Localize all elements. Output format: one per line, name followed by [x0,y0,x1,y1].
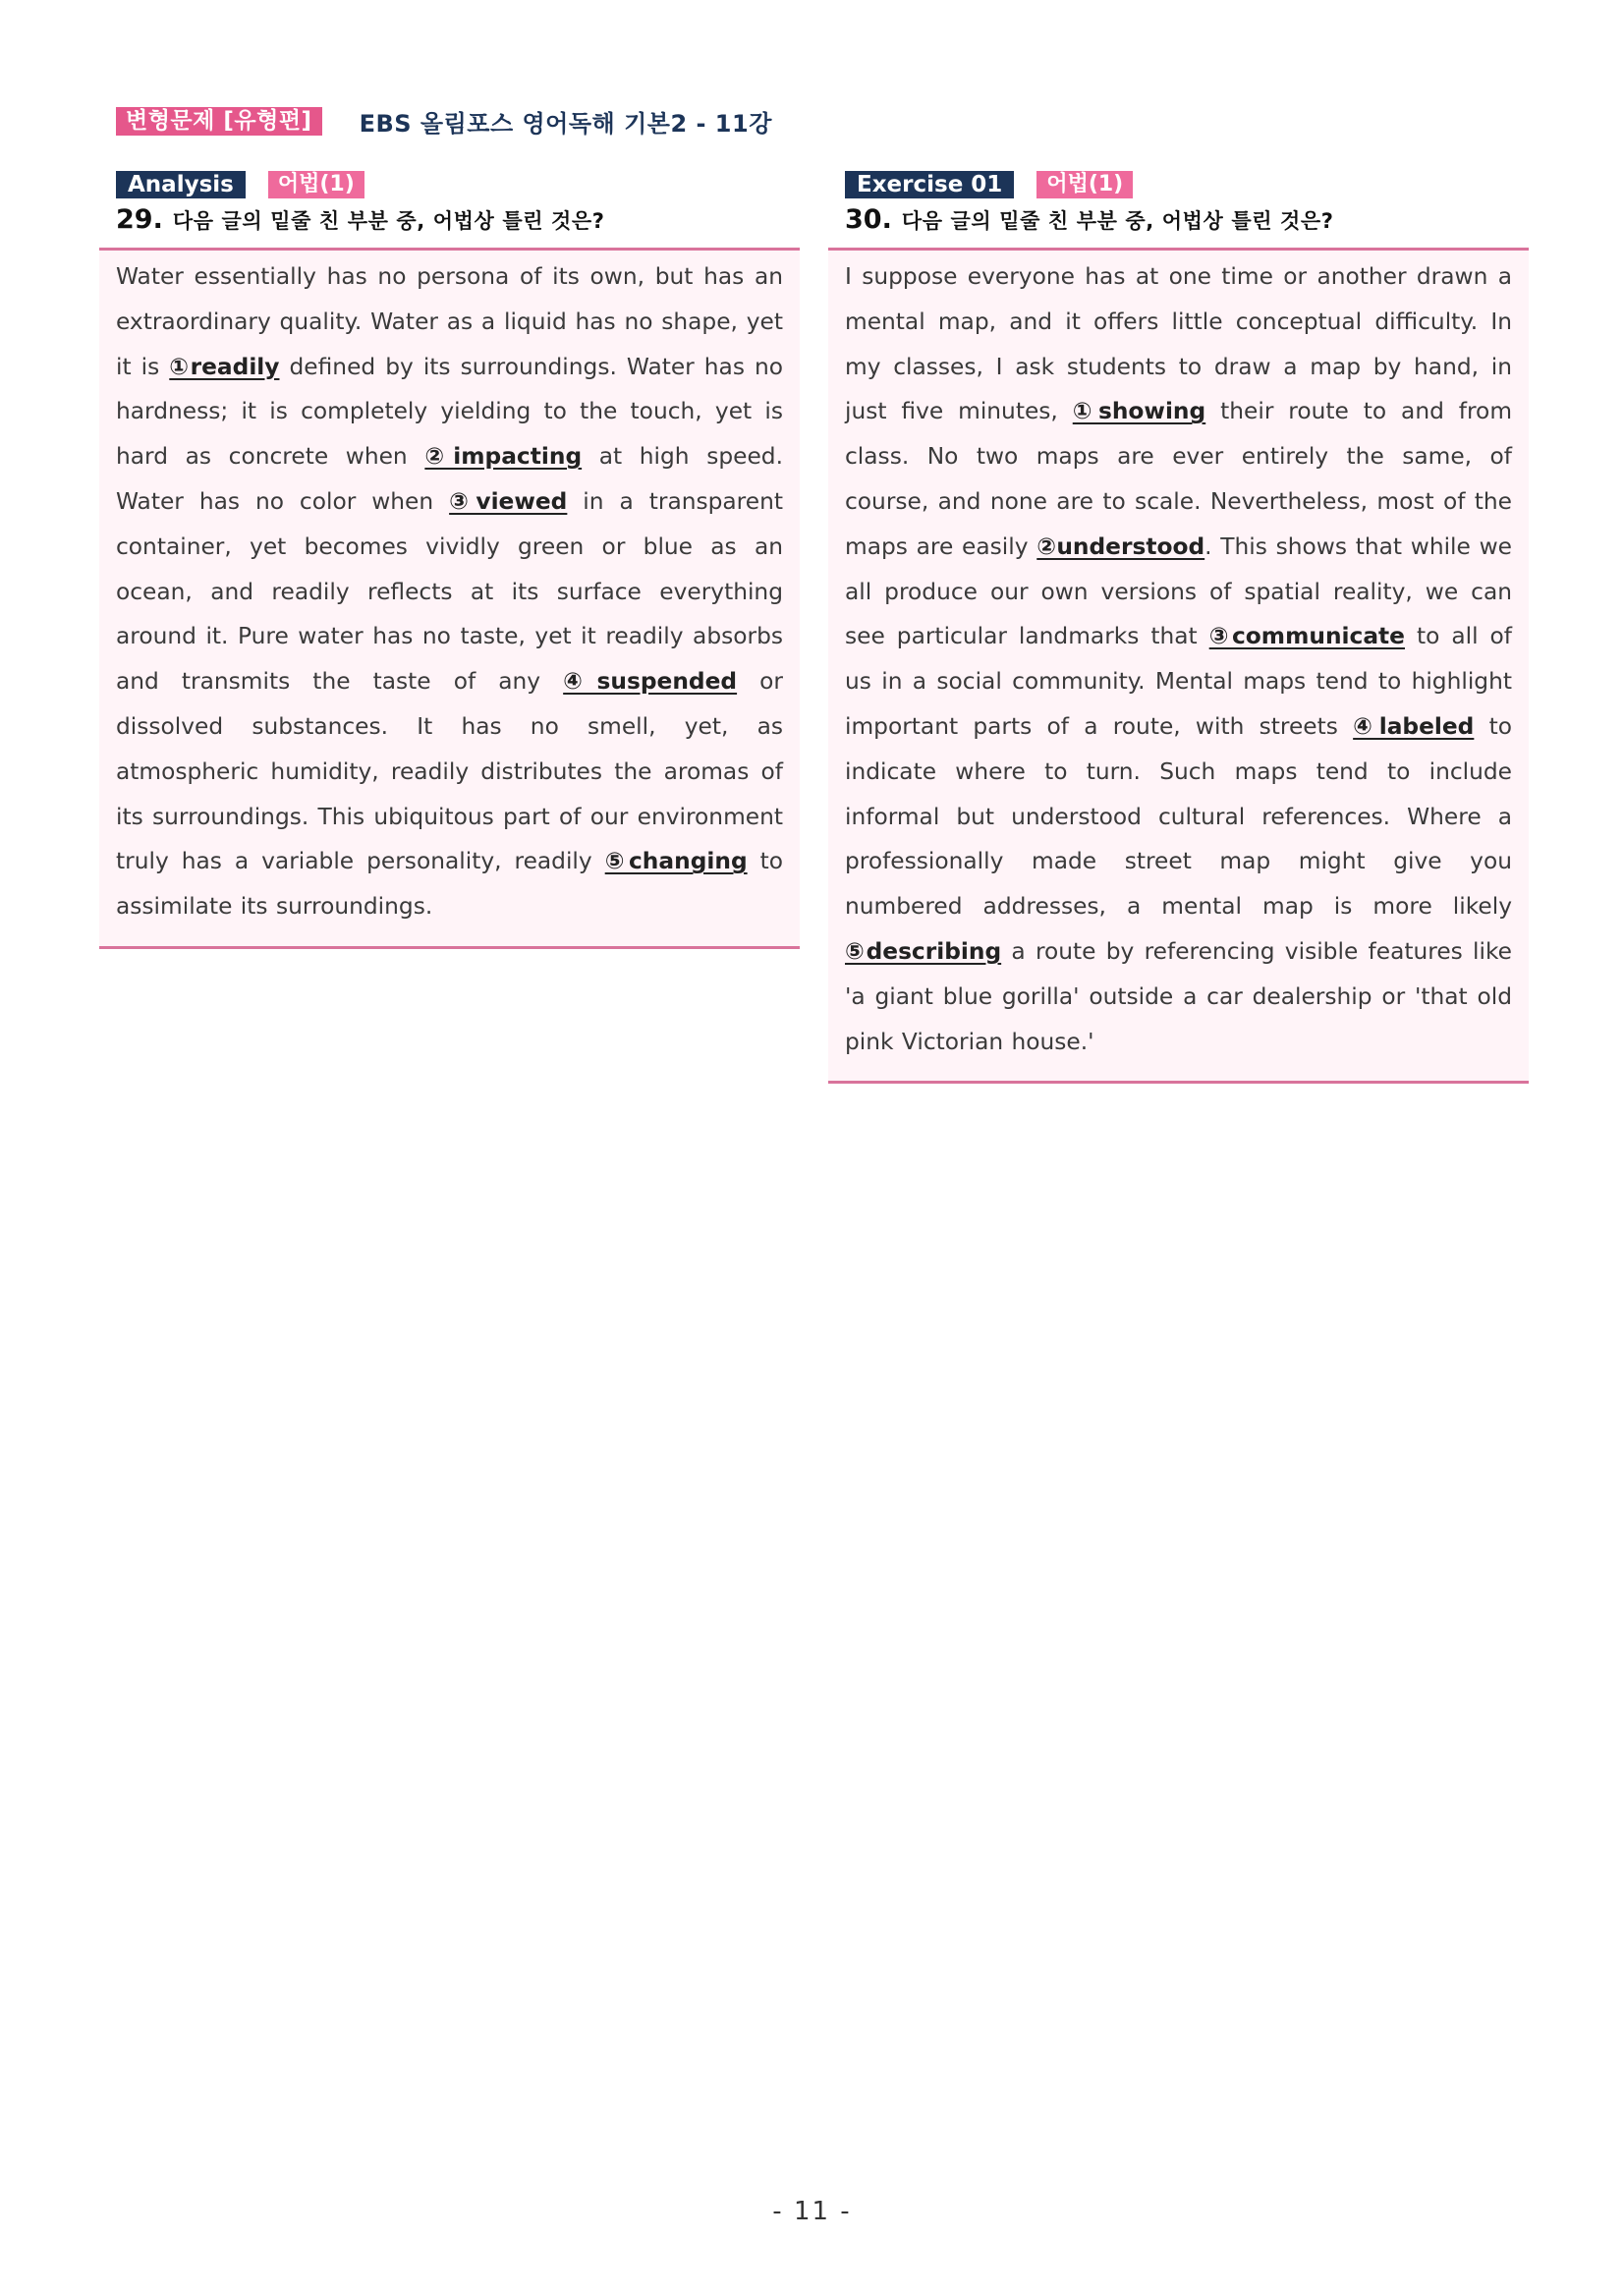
passage-box [828,248,1529,1084]
passage-segment: in a transparent container, yet becomes vividly green or blue as an ocean, and readily reflects at its surface everything around it. Pure water has no taste, yet it readily absorbs and transmits the taste of any [116,487,783,696]
section-tag-exercise: Exercise 01 [845,171,1014,198]
question-heading [828,204,1529,240]
passage-segment: a route by referencing visible features like 'a giant blue gorilla' outside a car dealership or 'that old pink Victorian house.' [845,937,1512,1055]
underlined-choice-4: ④labeled [1353,712,1475,740]
underlined-choice-5: ⑤changing [604,848,748,875]
page-header [116,102,772,140]
question-heading [99,204,800,240]
underlined-choice-1: ①showing [1072,398,1206,425]
passage-segment: defined by its surroundings. Water has no hardness; it is completely yielding to the touch, yet is hard as concrete when [116,353,784,471]
question-tags [828,171,1529,198]
passage-segment: to indicate where to turn. Such maps tend to include informal but understood cultural references. Where a professionally made street map might give you numbered addresses, a mental map is more likely [845,712,1512,921]
page-number: - 11 - [772,2197,852,2226]
page-title: EBS 올림포스 영어독해 기본2 - 11강 [359,109,772,138]
passage-box [99,248,800,949]
underlined-choice-4: ④suspended [563,668,738,696]
section-tag-analysis: Analysis [116,171,246,198]
passage-segment: or dissolved substances. It has no smell, yet, as atmospheric humidity, readily distributes the aromas of its surroundings. This ubiquitous part of our environment truly has a variable personality, readily [116,668,784,875]
underlined-choice-5: ⑤describing [845,937,1002,965]
underlined-choice-2: ②impacting [424,443,583,471]
passage-segment: Water essentially has no persona of its own, but has an extraordinary quality. Water as a liquid has no shape, yet it is [116,263,783,380]
question-30-column [828,171,1529,1084]
passage-segment: I suppose everyone has at one time or another drawn a mental map, and it offers little conceptual difficulty. In my classes, I ask students to draw a map by hand, in just five minutes, [845,263,1512,425]
question-number: 30. [845,204,892,235]
underlined-choice-1: ①readily [169,353,280,380]
passage-segment: . This shows that while we all produce our own versions of spatial reality, we can see particular landmarks that [845,532,1512,650]
workbook-type-tag: 변형문제 [유형편] [116,107,322,136]
question-29-column [99,171,800,949]
question-prompt: 다음 글의 밑줄 친 부분 중, 어법상 틀린 것은? [172,209,605,233]
question-tags [99,171,800,198]
passage-segment: at high speed. Water has no color when [116,443,783,515]
question-prompt: 다음 글의 밑줄 친 부분 중, 어법상 틀린 것은? [901,209,1334,233]
passage-text [845,254,1512,1064]
question-number: 29. [116,204,163,235]
underlined-choice-2: ②understood [1036,532,1205,560]
passage-segment: to all of us in a social community. Mental maps tend to highlight important parts of a route, with streets [845,623,1512,740]
passage-text [116,254,783,929]
passage-segment: to assimilate its surroundings. [116,848,783,921]
passage-segment: their route to and from class. No two maps are ever entirely the same, of course, and none are to scale. Nevertheless, most of the maps are easily [845,398,1513,560]
underlined-choice-3: ③communicate [1208,623,1405,650]
question-type-tag: 어법(1) [1036,171,1133,198]
underlined-choice-3: ③viewed [449,487,568,515]
question-type-tag: 어법(1) [268,171,364,198]
